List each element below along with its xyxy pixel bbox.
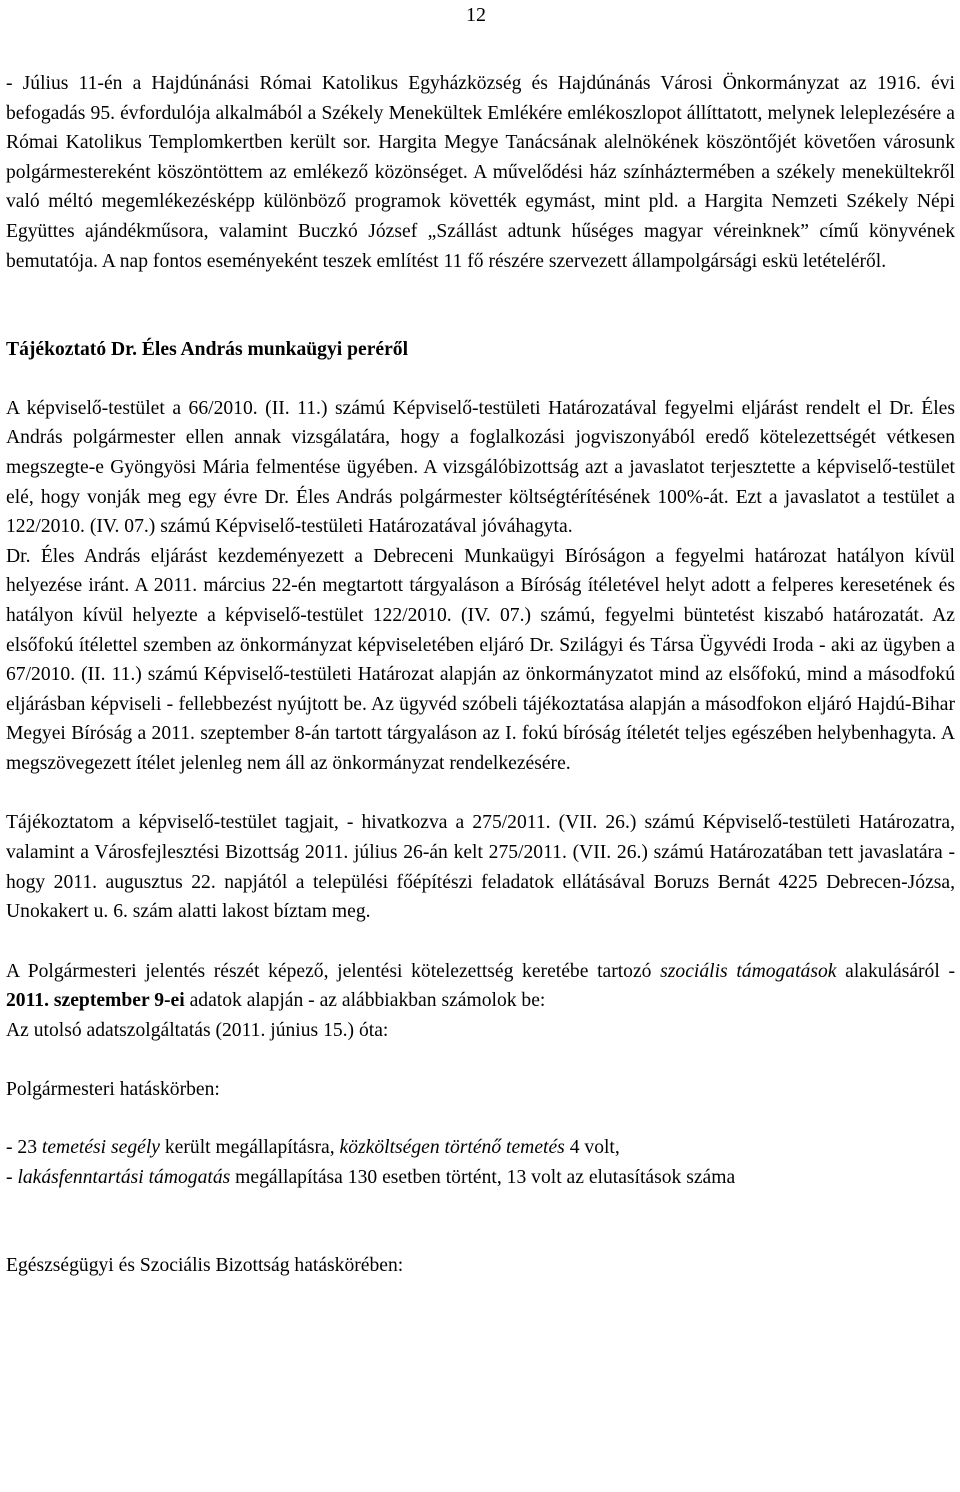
text-fragment: került megállapításra, <box>159 1137 340 1159</box>
paragraph-mayor-authority: Polgármesteri hatáskörben: <box>6 1078 220 1100</box>
paragraph-social-support-intro <box>6 957 955 1016</box>
list-item-funeral-aid <box>6 1133 955 1163</box>
text-fragment-italic: lakásfenntartási támogatás <box>17 1166 231 1188</box>
paragraph-chief-architect: Tájékoztatom a képviselő-testület tagjait, - hivatkozva a 275/2011. (VII. 26.) számú Képviselő-testületi Határozatra, valamint a Városfejlesztési Bizottság 2011. július 26-án kelt 275/2011. (VII. 26.) számú Határozatában tett javaslatára - hogy 2011. augusztus 22. napjától a települési főépítészi feladatok ellátásával Boruzs Bernát 4225 Debrecen-Józsa, Unokakert u. 6. szám alatti lakost bíztam meg. <box>6 812 955 923</box>
text-fragment: A Polgármesteri jelentés részét képező, jelentési kötelezettség keretébe tartozó <box>6 960 661 982</box>
paragraph-court-case: Dr. Éles András eljárást kezdeményezett a Debreceni Munkaügyi Bíróságon a fegyelmi határozat hatályon kívül helyezése iránt. A 2011. március 22-én megtartott tárgyaláson a Bíróság ítéletével helyt adott a felperes keresetének és hatályon kívül helyezte a képviselő-testület 122/2010. (IV. 07.) számú, fegyelmi büntetést kiszabó határozatát. Az elsőfokú ítélettel szemben az önkormányzat képviseletében eljáró Dr. Szilágyi és Társa Ügyvédi Iroda - aki az ügyben a 67/2010. (II. 11.) számú Képviselő-testületi Határozat alapján az önkormányzatot mind az elsőfokú, mind a másodfokú eljárásban képviseli - fellebbezést nyújtott be. Az ügyvéd szóbeli tájékoztatása alapján a másodfokon eljáró Hajdú-Bihar Megyei Bíróság a 2011. szeptember 8-án tartott tárgyaláson az I. fokú bíróság ítéletét teljes egészében helybenhagyta. A megszövegezett ítélet jelenleg nem áll az önkormányzat rendelkezésére. <box>6 545 955 774</box>
text-fragment: - 23 <box>6 1137 42 1159</box>
text-fragment: megállapítása 130 esetben történt, 13 volt az elutasítások száma <box>230 1166 736 1188</box>
text-fragment: alakulásáról - <box>836 960 955 982</box>
paragraph-disciplinary-procedure: A képviselő-testület a 66/2010. (II. 11.) számú Képviselő-testületi Határozatával fegyelmi eljárást rendelt el Dr. Éles András polgármester ellen annak vizsgálatára, hogy a foglalkozási jogviszonyából eredő kötelezettségét vétkesen megszegte-e Gyöngyösi Mária felmentése ügyében. A vizsgálóbizottság azt a javaslatot terjesztette a képviselő-testület elé, hogy vonják meg egy évre Dr. Éles András polgármester költségtérítésének 100%-át. Ezt a javaslatot a testület a 122/2010. (IV. 07.) számú Képviselő-testületi Határozatával jóváhagyta. <box>6 397 955 538</box>
text-fragment-italic: szociális támogatások <box>660 960 837 982</box>
text-fragment: adatok alapján - az alábbiakban számolok be: <box>184 990 546 1012</box>
paragraph-committee-authority: Egészségügyi és Szociális Bizottság hatáskörében: <box>6 1255 404 1277</box>
list-item-housing-support <box>6 1163 955 1193</box>
page-number: 12 <box>466 4 486 26</box>
paragraph-since-last-report: Az utolsó adatszolgáltatás (2011. június 15.) óta: <box>6 1020 389 1042</box>
text-fragment-italic: temetési segély <box>41 1137 160 1159</box>
text-fragment: - <box>6 1166 18 1188</box>
document-body <box>6 69 955 1281</box>
text-fragment: 4 volt, <box>564 1137 620 1159</box>
text-fragment-italic: közköltségen történő temetés <box>339 1137 565 1159</box>
section-heading: Tájékoztató Dr. Éles András munkaügyi peréről <box>6 339 409 361</box>
text-fragment-bold: 2011. szeptember 9-ei <box>6 990 185 1012</box>
paragraph-memorial-event: - Július 11-én a Hajdúnánási Római Katolikus Egyházközség és Hajdúnánás Városi Önkormányzat az 1916. évi befogadás 95. évfordulója alkalmából a Székely Menekültek Emlékére emlékoszlopot állíttatott, melynek leleplezésére a Római Katolikus Templomkertben került sor. Hargita Megye Tanácsának alelnökének köszöntőjét követően városunk polgármestereként köszöntöttem az emlékező közönséget. A művelődési ház színháztermében a székely menekültekről való méltó megemlékezésképp különböző programok követték egymást, mint pld. a Hargita Nemzeti Székely Népi Együttes ajándékműsora, valamint Buczkó József „Szállást adtunk hűséges magyar véreinknek” című könyvének bemutatója. A nap fontos eseményeként teszek említést 11 fő részére szervezett állampolgársági eskü letételéről. <box>6 73 955 272</box>
